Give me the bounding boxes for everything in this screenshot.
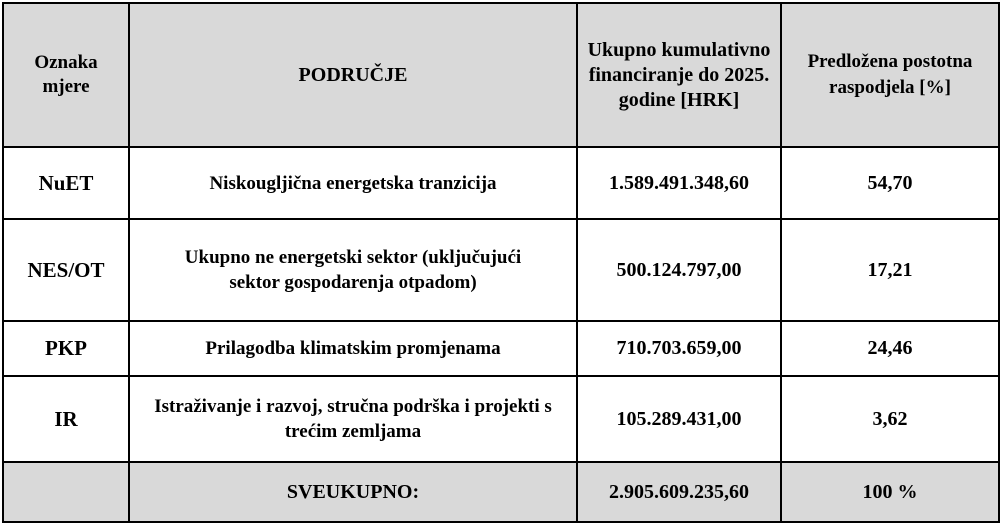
row-funding: 105.289.431,00 xyxy=(577,376,781,462)
row-area: Prilagodba klimatskim promjenama xyxy=(129,321,577,376)
row-code: NuET xyxy=(3,147,129,219)
row-funding: 1.589.491.348,60 xyxy=(577,147,781,219)
row-code: PKP xyxy=(3,321,129,376)
funding-table xyxy=(2,2,1000,523)
table-row xyxy=(3,219,999,321)
row-area: Istraživanje i razvoj, stručna podrška i projekti s trećim zemljama xyxy=(129,376,577,462)
row-area: Ukupno ne energetski sektor (uključujući sektor gospodarenja otpadom) xyxy=(129,219,577,321)
header-code: Oznaka mjere xyxy=(3,3,129,147)
total-row xyxy=(3,462,999,522)
total-funding: 2.905.609.235,60 xyxy=(577,462,781,522)
header-area: PODRUČJE xyxy=(129,3,577,147)
table-row xyxy=(3,376,999,462)
row-area: Niskougljična energetska tranzicija xyxy=(129,147,577,219)
table-header-row xyxy=(3,3,999,147)
total-label: SVEUKUPNO: xyxy=(129,462,577,522)
table-row xyxy=(3,321,999,376)
row-code: IR xyxy=(3,376,129,462)
table-row xyxy=(3,147,999,219)
header-share: Predložena postotna raspodjela [%] xyxy=(781,3,999,147)
row-share: 54,70 xyxy=(781,147,999,219)
row-share: 17,21 xyxy=(781,219,999,321)
row-funding: 500.124.797,00 xyxy=(577,219,781,321)
total-code xyxy=(3,462,129,522)
row-share: 3,62 xyxy=(781,376,999,462)
header-funding: Ukupno kumulativno financiranje do 2025. godine [HRK] xyxy=(577,3,781,147)
row-share: 24,46 xyxy=(781,321,999,376)
row-funding: 710.703.659,00 xyxy=(577,321,781,376)
total-share: 100 % xyxy=(781,462,999,522)
row-code: NES/OT xyxy=(3,219,129,321)
